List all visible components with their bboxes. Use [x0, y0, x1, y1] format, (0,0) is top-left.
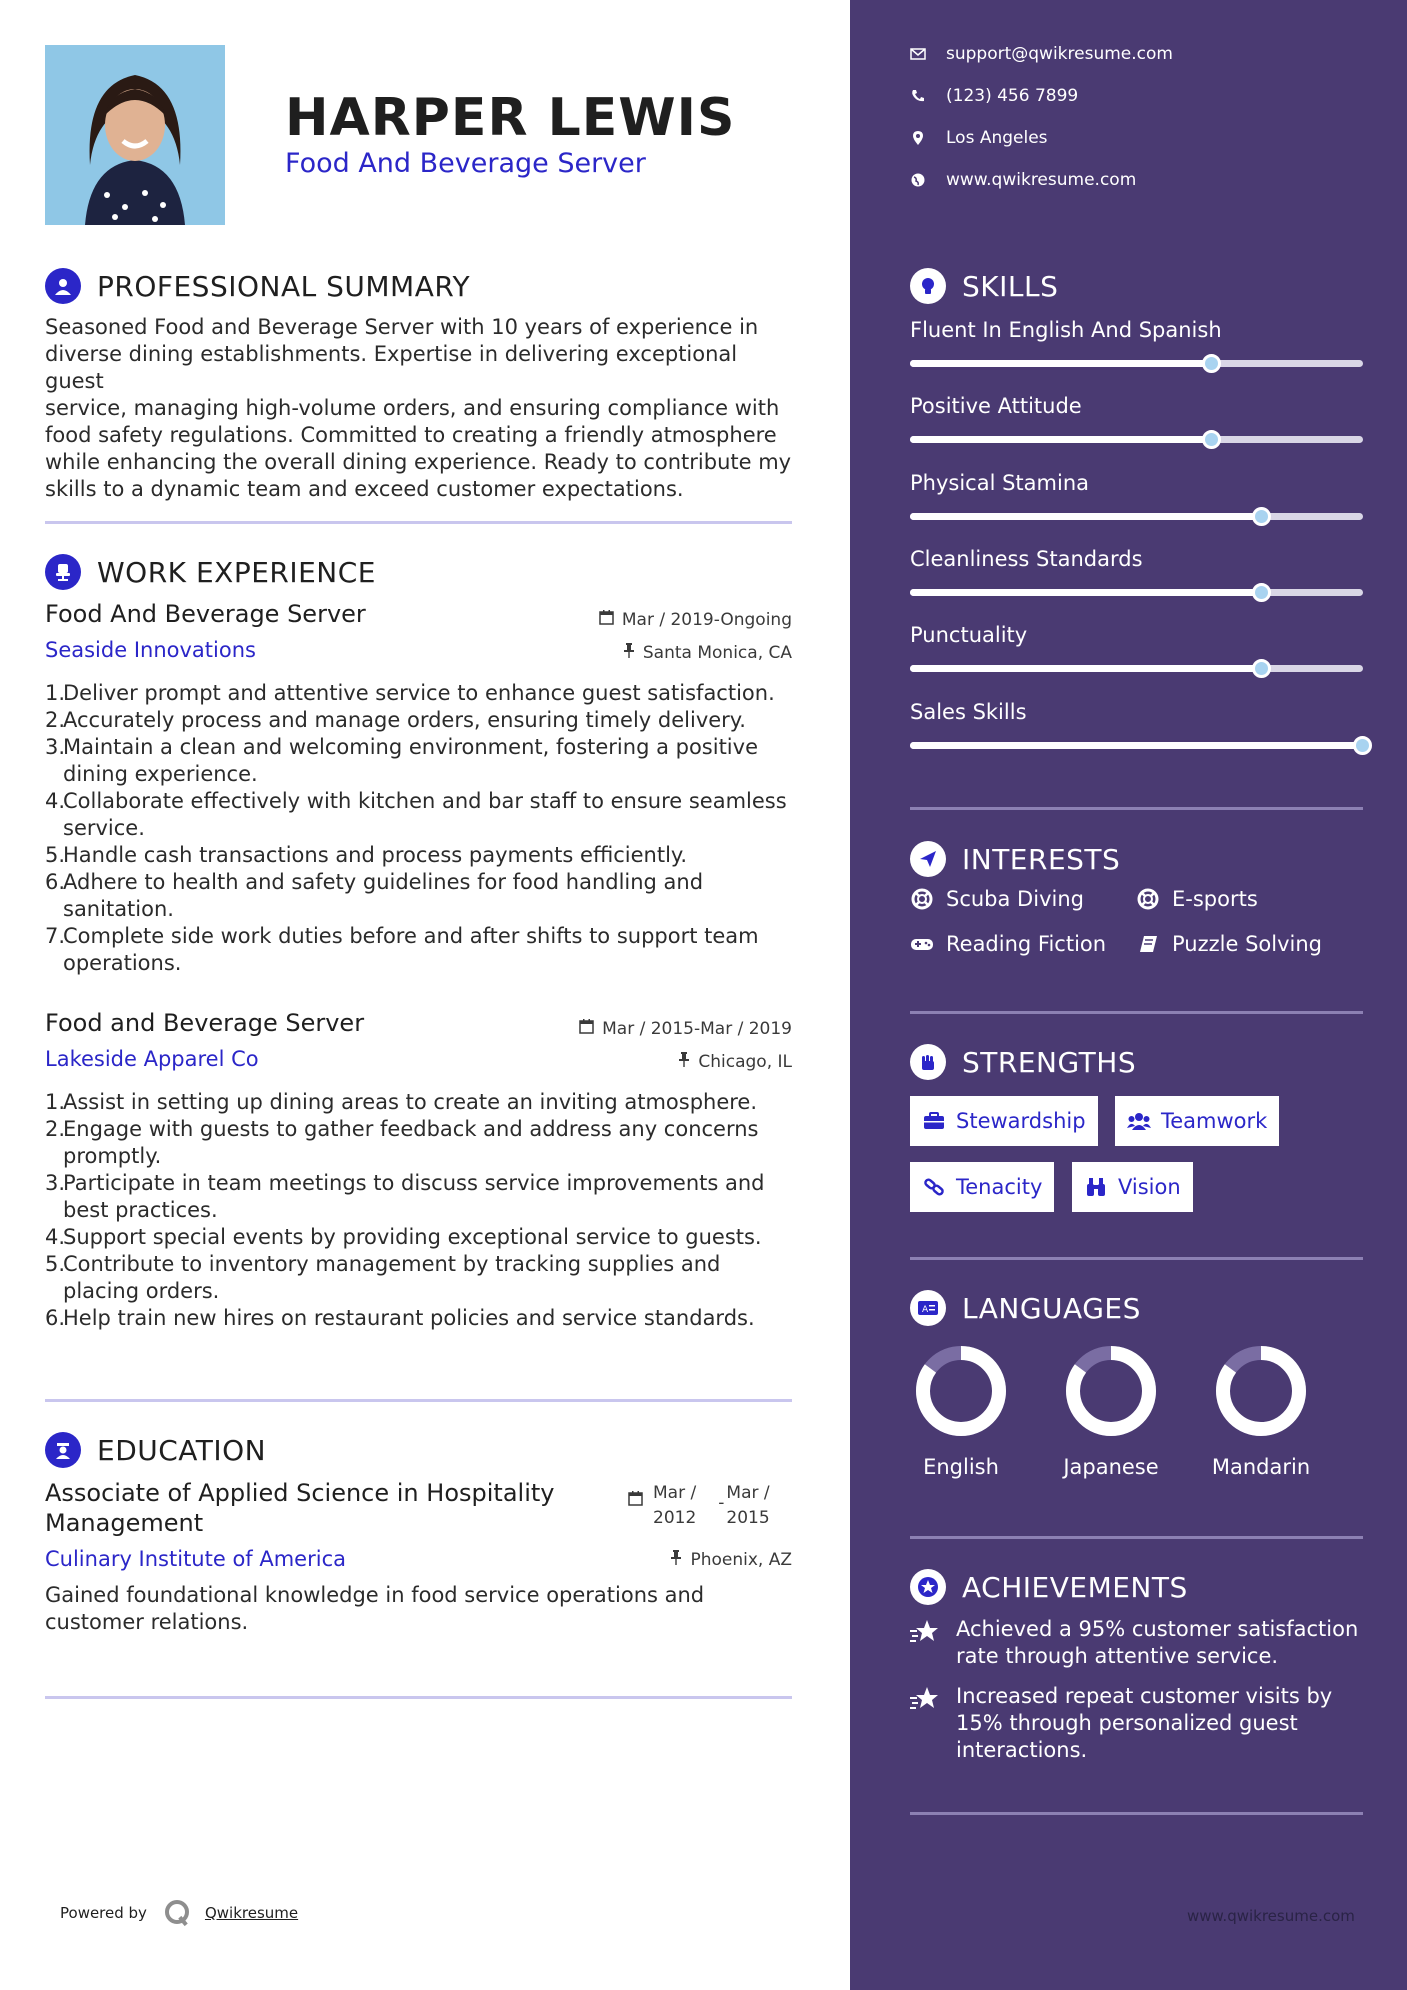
- degree-line: Management: [45, 1509, 204, 1537]
- gamepad-icon: [910, 932, 934, 956]
- summary-title: PROFESSIONAL SUMMARY: [97, 269, 471, 303]
- bullet-item: [45, 1089, 795, 1116]
- skill-label: Fluent In English And Spanish: [910, 318, 1222, 342]
- bullet-text: Participate in team meetings to discuss service improvements and: [63, 1171, 765, 1195]
- calendar-icon: [628, 1491, 643, 1511]
- globe-icon: [910, 172, 926, 188]
- skill-label: Positive Attitude: [910, 394, 1082, 419]
- bullet-number: [45, 761, 63, 788]
- section-divider: [910, 807, 1363, 810]
- contact-location: [910, 128, 1048, 148]
- language-item: [901, 1341, 1021, 1479]
- bullet-number: 1.: [45, 1090, 66, 1114]
- job-location-text: Chicago, IL: [698, 1052, 792, 1072]
- qwikresume-link[interactable]: Qwikresume: [204, 1904, 299, 1922]
- skill-level-knob: [1202, 354, 1221, 373]
- bullet-text: dining experience.: [63, 762, 258, 786]
- interests-title: INTERESTS: [962, 842, 1121, 876]
- interest-label: Scuba Diving: [946, 887, 1084, 911]
- job-location: [623, 643, 792, 663]
- strength-label: Tenacity: [956, 1175, 1043, 1199]
- bullet-number: [45, 1278, 63, 1305]
- bullet-text: sanitation.: [63, 897, 174, 921]
- achievement-line: 15% through personalized guest: [956, 1711, 1298, 1735]
- education-desc-line: customer relations.: [45, 1610, 249, 1634]
- skill-level-knob: [1252, 507, 1271, 526]
- bullet-item: [45, 1278, 795, 1305]
- summary-line: diverse dining establishments. Expertise in delivering exceptional guest: [45, 342, 738, 393]
- achievement-line: interactions.: [956, 1738, 1088, 1762]
- experience-title: WORK EXPERIENCE: [97, 555, 376, 589]
- contact-website[interactable]: [910, 170, 1136, 190]
- profile-photo: [45, 45, 225, 225]
- skills-title: SKILLS: [962, 269, 1059, 303]
- strength-label: Stewardship: [956, 1109, 1086, 1133]
- bullet-text: operations.: [63, 951, 182, 975]
- degree-line: Associate of Applied Science in Hospitality: [45, 1479, 555, 1507]
- job-title: Food and Beverage Server: [45, 1009, 365, 1037]
- bullet-item: [45, 734, 795, 761]
- education-heading: [45, 1432, 266, 1468]
- education-desc-line: Gained foundational knowledge in food service operations and: [45, 1583, 705, 1607]
- education-desc: [45, 1582, 795, 1636]
- interest-item: [910, 932, 1106, 956]
- skill-bar: [910, 513, 1363, 520]
- experience-heading: [45, 554, 376, 590]
- svg-text:A: A: [922, 1305, 929, 1315]
- job-title: Food And Beverage Server: [45, 600, 366, 628]
- achievement-item: [910, 1616, 1370, 1670]
- pin-icon: [623, 643, 635, 663]
- bullet-text: Deliver prompt and attentive service to enhance guest satisfaction.: [63, 681, 775, 705]
- bullet-number: [45, 1197, 63, 1224]
- star-icon: [910, 1618, 940, 1648]
- school-name: Culinary Institute of America: [45, 1547, 346, 1571]
- language-level-ring: [911, 1341, 1011, 1441]
- binoculars-icon: [1084, 1175, 1108, 1199]
- education-location-text: Phoenix, AZ: [690, 1550, 792, 1570]
- strength-chip: [1072, 1162, 1193, 1212]
- bullet-text: Assist in setting up dining areas to create an inviting atmosphere.: [63, 1090, 758, 1114]
- bullet-text: Maintain a clean and welcoming environment, fostering a positive: [63, 735, 758, 759]
- bullet-item: [45, 1251, 795, 1278]
- bullet-item: [45, 1170, 795, 1197]
- interest-label: E-sports: [1172, 887, 1258, 911]
- skill-bar-fill: [910, 360, 1212, 367]
- job-location-text: Santa Monica, CA: [642, 643, 792, 663]
- job-date: [599, 610, 792, 630]
- summary-line: skills to a dynamic team and exceed customer expectations.: [45, 477, 684, 501]
- star-badge-icon: [910, 1569, 946, 1605]
- bullet-number: 6.: [45, 870, 66, 894]
- achievement-line: rate through attentive service.: [956, 1644, 1279, 1668]
- bullet-item: [45, 1143, 795, 1170]
- section-divider: [45, 1696, 792, 1699]
- strengths-title: STRENGTHS: [962, 1045, 1137, 1079]
- achievements-title: ACHIEVEMENTS: [962, 1570, 1188, 1604]
- bullet-item: [45, 707, 795, 734]
- bullet-text: service.: [63, 816, 145, 840]
- bullet-text: promptly.: [63, 1144, 162, 1168]
- interest-item: [1136, 887, 1258, 911]
- section-divider: [45, 1399, 792, 1402]
- contact-phone-text: (123) 456 7899: [946, 86, 1079, 106]
- bullet-number: 2.: [45, 708, 66, 732]
- skill-label: Sales Skills: [910, 699, 1027, 724]
- job-date: [579, 1019, 792, 1039]
- bullet-number: 1.: [45, 681, 66, 705]
- bullet-text: Engage with guests to gather feedback and address any concerns: [63, 1117, 759, 1141]
- graduate-icon: [45, 1432, 81, 1468]
- skill-bar: [910, 665, 1363, 672]
- interests-heading: [910, 841, 1120, 877]
- contact-website-text: www.qwikresume.com: [946, 170, 1137, 190]
- strength-chip: [1115, 1096, 1279, 1146]
- bullet-number: 6.: [45, 1306, 66, 1330]
- book-icon: [1136, 932, 1160, 956]
- bullet-text: Complete side work duties before and after shifts to support team: [63, 924, 759, 948]
- qwikresume-logo-icon: [163, 1898, 193, 1928]
- link-icon: [922, 1175, 946, 1199]
- skill-bar-fill: [910, 436, 1212, 443]
- language-level-ring: [1211, 1341, 1311, 1441]
- company-name: Lakeside Apparel Co: [45, 1047, 259, 1071]
- powered-by-text: Powered by: [60, 1904, 147, 1922]
- footer-site[interactable]: www.qwikresume.com: [1187, 1907, 1355, 1925]
- bullet-number: 2.: [45, 1117, 66, 1141]
- lightbulb-icon: [910, 268, 946, 304]
- bullet-text: Collaborate effectively with kitchen and bar staff to ensure seamless: [63, 789, 787, 813]
- language-item: [1201, 1341, 1321, 1479]
- edu-end-month: Mar /: [726, 1483, 770, 1503]
- language-item: [1051, 1341, 1171, 1479]
- job-location: [678, 1052, 792, 1072]
- interest-item: [910, 887, 1084, 911]
- bullet-item: [45, 1224, 795, 1251]
- bullet-number: 5.: [45, 843, 66, 867]
- bullet-item: [45, 815, 795, 842]
- sidebar: [850, 0, 1407, 1990]
- bullet-text: best practices.: [63, 1198, 218, 1222]
- bullet-text: Handle cash transactions and process payments efficiently.: [63, 843, 688, 867]
- interest-item: [1136, 932, 1322, 956]
- education-location: [670, 1550, 792, 1570]
- section-divider: [45, 521, 792, 524]
- skills-heading: [910, 268, 1058, 304]
- bullet-text: Help train new hires on restaurant policies and service standards.: [63, 1306, 755, 1330]
- bullet-text: Accurately process and manage orders, ensuring timely delivery.: [63, 708, 746, 732]
- paper-plane-icon: [910, 841, 946, 877]
- skill-bar-fill: [910, 589, 1262, 596]
- summary-line: while enhancing the overall dining experience. Ready to contribute my: [45, 450, 792, 474]
- bullet-text: Contribute to inventory management by tracking supplies and: [63, 1252, 721, 1276]
- summary-heading: [45, 268, 470, 304]
- summary-line: service, managing high-volume orders, and ensuring compliance with: [45, 396, 780, 420]
- skill-level-knob: [1252, 659, 1271, 678]
- lifebuoy-icon: [910, 887, 934, 911]
- skill-label: Punctuality: [910, 623, 1028, 648]
- skill-bar: [910, 589, 1363, 596]
- office-chair-icon: [45, 554, 81, 590]
- language-label: English: [923, 1455, 999, 1479]
- bullet-number: 4.: [45, 789, 66, 813]
- bullet-item: [45, 761, 795, 788]
- skill-level-knob: [1252, 583, 1271, 602]
- summary-line: Seasoned Food and Beverage Server with 10 years of experience in: [45, 315, 759, 339]
- bullet-number: [45, 896, 63, 923]
- candidate-name: HARPER LEWIS: [285, 88, 736, 148]
- education-date: [628, 1481, 770, 1531]
- bullet-item: [45, 788, 795, 815]
- skill-level-knob: [1353, 736, 1372, 755]
- skill-bar: [910, 742, 1363, 749]
- languages-title: LANGUAGES: [962, 1291, 1141, 1325]
- calendar-icon: [599, 610, 614, 630]
- contact-phone[interactable]: [910, 86, 1078, 106]
- footer-powered: [60, 1898, 298, 1928]
- language-label: Japanese: [1063, 1455, 1159, 1479]
- skill-bar-fill: [910, 665, 1262, 672]
- section-divider: [910, 1011, 1363, 1014]
- bullet-number: 3.: [45, 735, 66, 759]
- users-icon: [1127, 1109, 1151, 1133]
- star-icon: [910, 1685, 940, 1715]
- bullet-item: [45, 1197, 795, 1224]
- degree-title: [45, 1478, 605, 1538]
- pin-icon: [678, 1052, 690, 1072]
- language-level-ring: [1061, 1341, 1161, 1441]
- skill-bar: [910, 436, 1363, 443]
- section-divider: [910, 1812, 1363, 1815]
- bullet-number: 4.: [45, 1225, 66, 1249]
- achievements-heading: [910, 1569, 1188, 1605]
- company-name: Seaside Innovations: [45, 638, 256, 662]
- summary-line: food safety regulations. Committed to creating a friendly atmosphere: [45, 423, 777, 447]
- contact-email-text: support@qwikresume.com: [946, 44, 1173, 64]
- strength-chip: [910, 1096, 1098, 1146]
- phone-icon: [910, 88, 926, 104]
- strengths-heading: [910, 1044, 1136, 1080]
- job-bullets: [45, 680, 795, 977]
- bullet-number: 3.: [45, 1171, 66, 1195]
- skill-label: Physical Stamina: [910, 470, 1090, 495]
- bullet-text: Adhere to health and safety guidelines for food handling and: [63, 870, 704, 894]
- bullet-item: [45, 1305, 795, 1332]
- interest-label: Reading Fiction: [946, 932, 1107, 956]
- envelope-icon: [910, 46, 926, 62]
- bullet-number: 7.: [45, 924, 66, 948]
- contact-location-text: Los Angeles: [946, 128, 1048, 148]
- bullet-item: [45, 842, 795, 869]
- edu-start-year: 2012: [653, 1508, 697, 1528]
- location-pin-icon: [910, 130, 926, 146]
- section-divider: [910, 1257, 1363, 1260]
- bullet-item: [45, 896, 795, 923]
- briefcase-icon: [922, 1109, 946, 1133]
- strength-label: Teamwork: [1161, 1109, 1268, 1133]
- lifebuoy-icon: [1136, 887, 1160, 911]
- skill-bar-fill: [910, 742, 1363, 749]
- strength-label: Vision: [1118, 1175, 1181, 1199]
- pin-icon: [670, 1550, 682, 1570]
- job-date-text: Mar / 2019-Ongoing: [621, 610, 792, 630]
- skill-label: Cleanliness Standards: [910, 546, 1143, 571]
- skill-bar-fill: [910, 513, 1262, 520]
- edu-date-sep: -: [718, 1493, 725, 1513]
- skill-bar: [910, 360, 1363, 367]
- education-title: EDUCATION: [97, 1433, 267, 1467]
- candidate-title: Food And Beverage Server: [285, 148, 646, 179]
- bullet-text: placing orders.: [63, 1279, 220, 1303]
- bullet-number: [45, 815, 63, 842]
- job-bullets: [45, 1089, 795, 1332]
- calendar-icon: [579, 1019, 594, 1039]
- achievement-line: Achieved a 95% customer satisfaction: [956, 1617, 1359, 1641]
- bullet-item: [45, 869, 795, 896]
- summary-text: [45, 314, 795, 503]
- language-label: Mandarin: [1211, 1455, 1311, 1479]
- bullet-number: [45, 950, 63, 977]
- interest-label: Puzzle Solving: [1172, 932, 1322, 956]
- achievement-line: Increased repeat customer visits by: [956, 1684, 1333, 1708]
- bullet-item: [45, 680, 795, 707]
- bullet-number: 5.: [45, 1252, 66, 1276]
- strength-chip: [910, 1162, 1054, 1212]
- languages-heading: [910, 1290, 1141, 1326]
- contact-email[interactable]: [910, 44, 1173, 64]
- edu-start-month: Mar /: [653, 1483, 697, 1503]
- bullet-item: [45, 1116, 795, 1143]
- language-icon: [910, 1290, 946, 1326]
- job-date-text: Mar / 2015-Mar / 2019: [602, 1019, 792, 1039]
- edu-end-year: 2015: [726, 1508, 770, 1528]
- bullet-item: [45, 923, 795, 950]
- user-icon: [45, 268, 81, 304]
- skill-level-knob: [1202, 430, 1221, 449]
- section-divider: [910, 1536, 1363, 1539]
- bullet-text: Support special events by providing exceptional service to guests.: [63, 1225, 762, 1249]
- achievement-item: [910, 1683, 1370, 1764]
- bullet-number: [45, 1143, 63, 1170]
- fist-icon: [910, 1044, 946, 1080]
- bullet-item: [45, 950, 795, 977]
